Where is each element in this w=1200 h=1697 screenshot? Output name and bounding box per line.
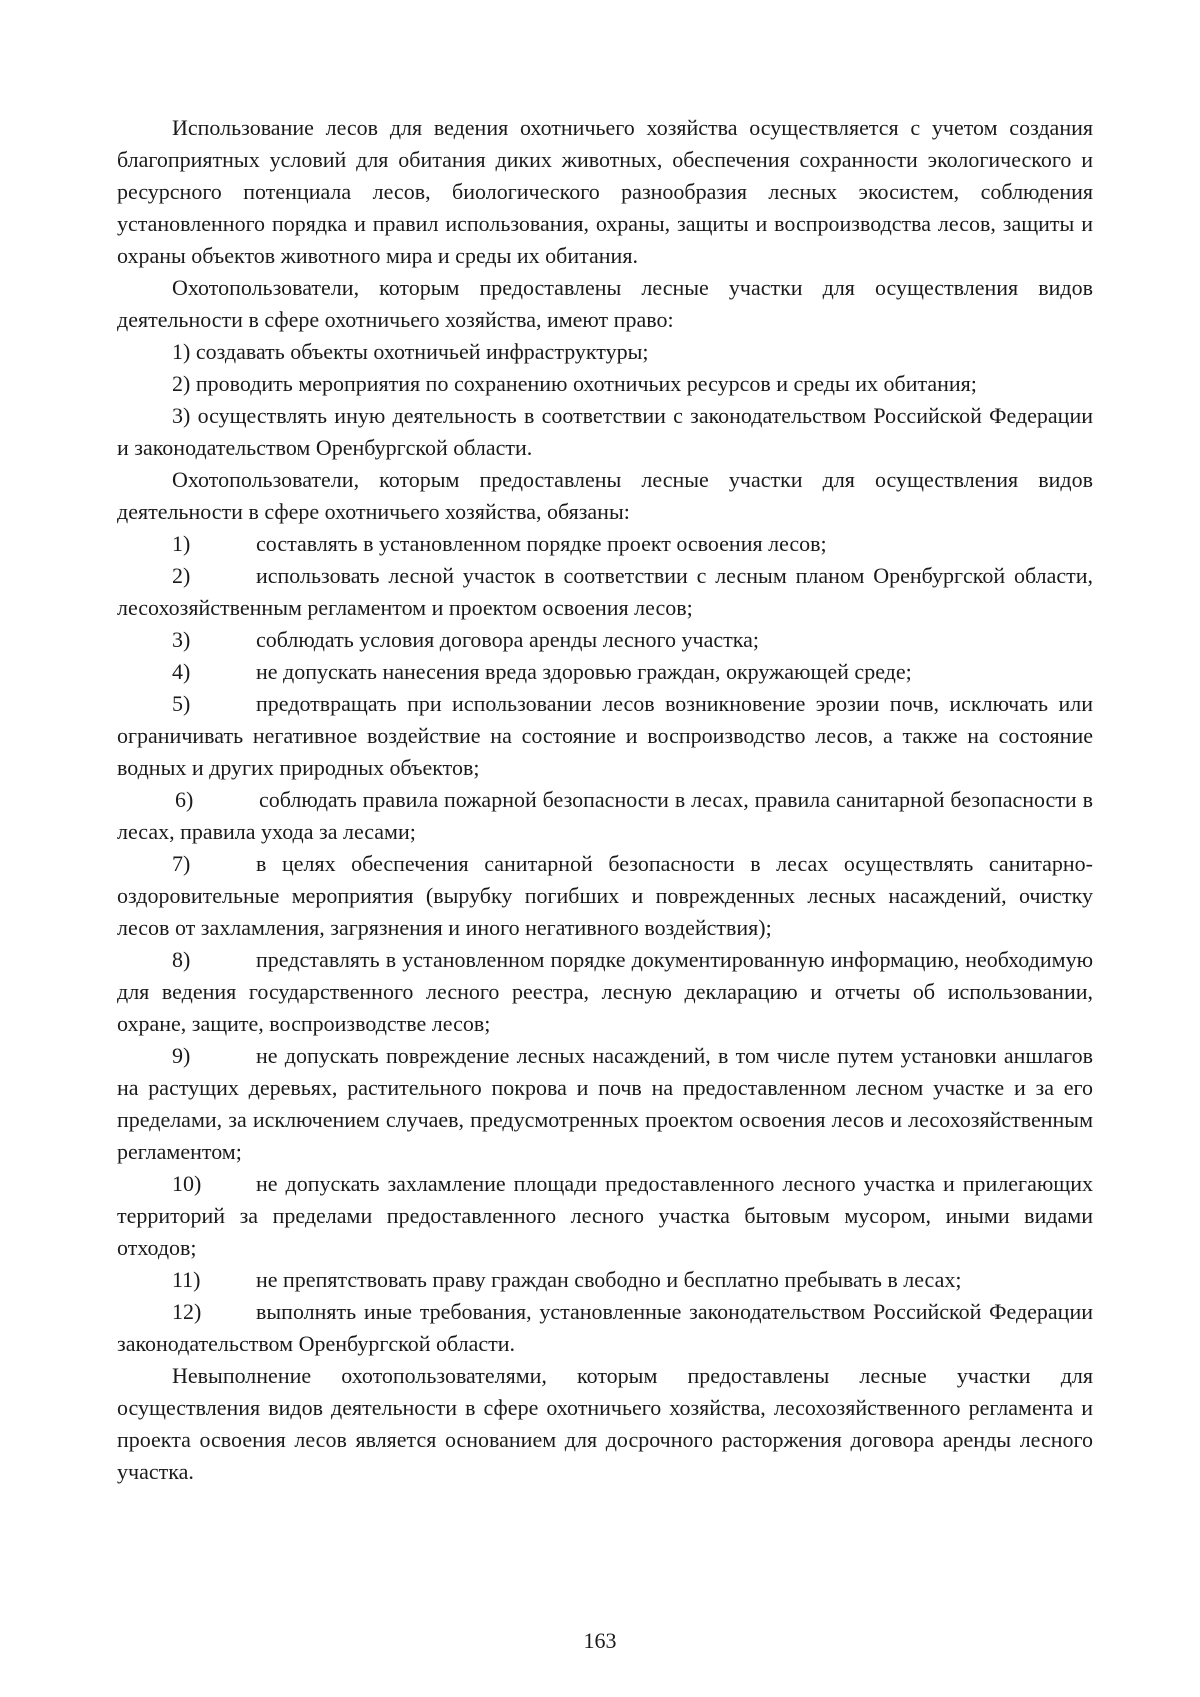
duties-item-11 <box>117 1264 1093 1296</box>
closing-paragraph: Невыполнение охотопользователями, которым предоставлены лесные участки для осуществления видов деятельности в сфере охотничьего хозяйства, лесохозяйственного регламента и проекта освоения лесов является основанием для досрочного расторжения договора аренды лесного участка. <box>117 1363 1093 1484</box>
rights-item-3: 3) осуществлять иную деятельность в соответствии с законодательством Российской Федерации и законодательством Оренбургской области. <box>117 403 1093 460</box>
duties-item-number: 10) <box>172 1171 202 1196</box>
duties-item-number: 1) <box>172 531 191 556</box>
duties-item-8 <box>117 944 1093 1040</box>
duties-item-number: 5) <box>172 691 191 716</box>
page-number: 163 <box>583 1628 617 1653</box>
duties-item-number: 7) <box>172 851 191 876</box>
duties-item-4 <box>117 656 1093 688</box>
duties-heading: Охотопользователи, которым предоставлены лесные участки для осуществления видов деятельности в сфере охотничьего хозяйства, обязаны: <box>117 467 1093 524</box>
duties-item-number: 12) <box>172 1299 202 1324</box>
duties-item-text: не препятствовать праву граждан свободно и бесплатно пребывать в лесах; <box>256 1267 962 1292</box>
duties-item-text: представлять в установленном порядке документированную информацию, необходимую для ведения государственного лесного реестра, лесную декларацию и отчеты об использовании, охране, защите, воспроизводстве лесов; <box>117 947 1093 1036</box>
rights-heading: Охотопользователи, которым предоставлены лесные участки для осуществления видов деятельности в сфере охотничьего хозяйства, имеют право: <box>117 275 1093 332</box>
duties-item-12 <box>117 1296 1093 1360</box>
duties-item-number: 6) <box>175 787 194 812</box>
duties-item-text: в целях обеспечения санитарной безопасности в лесах осуществлять санитарно-оздоровительные мероприятия (вырубку погибших и поврежденных лесных насаждений, очистку лесов от захламления, загрязнения и иного негативного воздействия); <box>117 851 1093 940</box>
duties-item-text: не допускать нанесения вреда здоровью граждан, окружающей среде; <box>256 659 912 684</box>
duties-item-2 <box>117 560 1093 624</box>
duties-item-10 <box>117 1168 1093 1264</box>
duties-item-number: 9) <box>172 1043 191 1068</box>
duties-item-9 <box>117 1040 1093 1168</box>
duties-item-text: использовать лесной участок в соответствии с лесным планом Оренбургской области, лесохозяйственным регламентом и проектом освоения лесов; <box>117 563 1093 620</box>
document-body <box>117 112 1093 1488</box>
duties-item-5 <box>117 688 1093 784</box>
duties-item-7 <box>117 848 1093 944</box>
rights-item-1: 1) создавать объекты охотничьей инфраструктуры; <box>172 339 649 364</box>
duties-item-text: составлять в установленном порядке проект освоения лесов; <box>256 531 827 556</box>
duties-item-text: не допускать повреждение лесных насаждений, в том числе путем установки аншлагов на растущих деревьях, растительного покрова и почв на предоставленном лесном участке и за его пределами, за исключением случаев, предусмотренных проектом освоения лесов и лесохозяйственным регламентом; <box>117 1043 1093 1164</box>
intro-paragraph: Использование лесов для ведения охотничьего хозяйства осуществляется с учетом создания благоприятных условий для обитания диких животных, обеспечения сохранности экологического и ресурсного потенциала лесов, биологического разнообразия лесных экосистем, соблюдения установленного порядка и правил использования, охраны, защиты и воспроизводства лесов, защиты и охраны объектов животного мира и среды их обитания. <box>117 115 1093 268</box>
duties-item-text: не допускать захламление площади предоставленного лесного участка и прилегающих территорий за пределами предоставленного лесного участка бытовым мусором, иными видами отходов; <box>117 1171 1093 1260</box>
duties-item-3 <box>117 624 1093 656</box>
duties-item-number: 4) <box>172 659 191 684</box>
duties-item-text: соблюдать условия договора аренды лесного участка; <box>256 627 759 652</box>
duties-item-6 <box>117 784 1093 848</box>
duties-item-number: 3) <box>172 627 191 652</box>
duties-item-text: предотвращать при использовании лесов возникновение эрозии почв, исключать или ограничивать негативное воздействие на состояние и воспроизводство лесов, а также на состояние водных и других природных объектов; <box>117 691 1093 780</box>
duties-item-number: 8) <box>172 947 191 972</box>
duties-item-number: 2) <box>172 563 191 588</box>
duties-item-text: соблюдать правила пожарной безопасности в лесах, правила санитарной безопасности в лесах, правила ухода за лесами; <box>117 787 1093 844</box>
duties-item-number: 11) <box>172 1267 201 1292</box>
duties-item-text: выполнять иные требования, установленные законодательством Российской Федерации законодательством Оренбургской области. <box>117 1299 1093 1356</box>
duties-item-1 <box>117 528 1093 560</box>
rights-item-2: 2) проводить мероприятия по сохранению охотничьих ресурсов и среды их обитания; <box>172 371 977 396</box>
